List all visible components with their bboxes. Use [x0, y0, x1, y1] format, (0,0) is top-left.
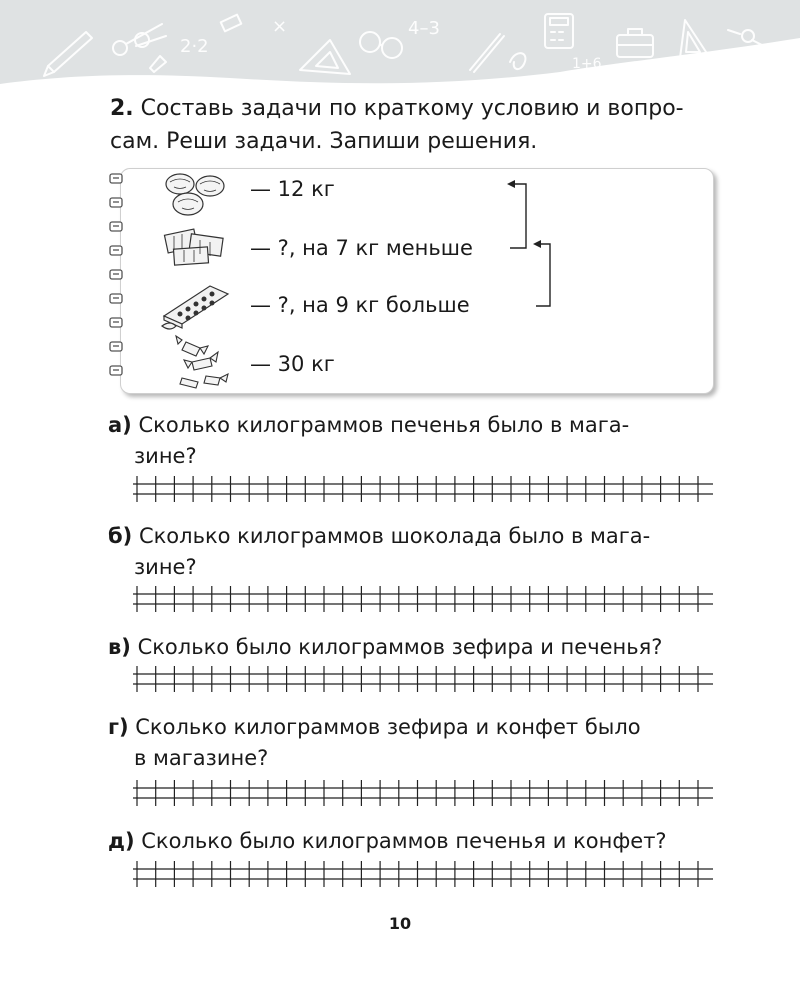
- task-statement: [110, 92, 720, 158]
- question-letter: а): [108, 413, 132, 437]
- question-letter: г): [108, 715, 129, 739]
- comparison-brackets: [500, 170, 570, 315]
- doodle-text: ×: [272, 16, 288, 37]
- header-band: [0, 0, 800, 90]
- notepad-rings: [104, 172, 128, 392]
- doodle-text: 1+6: [572, 56, 602, 72]
- question-text: Сколько килограммов шоколада было в мага-: [138, 524, 651, 548]
- answer-grid-g[interactable]: [133, 780, 713, 806]
- ring-icon: [110, 366, 122, 375]
- arrow-left-icon: [533, 240, 541, 248]
- ring-icon: [110, 342, 122, 351]
- ring-icon: [110, 174, 122, 183]
- page-number: 10: [388, 914, 412, 933]
- condition-row: — 12 кг: [250, 177, 335, 201]
- task-text-line1: Составь задачи по краткому условию и вопро-: [140, 96, 684, 121]
- condition-row: — ?, на 9 кг больше: [250, 293, 470, 317]
- ring-icon: [110, 294, 122, 303]
- question-g: [108, 712, 720, 774]
- question-text-cont: в магазине?: [134, 746, 269, 770]
- answer-grid-d[interactable]: [133, 861, 713, 887]
- bracket-lower: [536, 244, 550, 306]
- answer-grid-a[interactable]: [133, 476, 713, 502]
- question-v: [108, 632, 720, 663]
- chocolate-bars-icon: [160, 226, 232, 270]
- condition-row: — ?, на 7 кг меньше: [250, 236, 473, 260]
- question-text-cont: зине?: [134, 555, 197, 579]
- question-d: [108, 826, 720, 857]
- answer-grid-b[interactable]: [133, 586, 713, 612]
- arrow-left-icon: [507, 180, 515, 188]
- answer-grid-v[interactable]: [133, 666, 713, 692]
- task-text-line2: сам. Реши задачи. Запиши решения.: [110, 129, 538, 154]
- question-a: [108, 410, 720, 472]
- ring-icon: [110, 246, 122, 255]
- question-text-cont: зине?: [134, 444, 197, 468]
- question-letter: б): [108, 524, 133, 548]
- question-text: Сколько килограммов печенья было в мага-: [138, 413, 630, 437]
- ring-icon: [110, 270, 122, 279]
- question-b: [108, 521, 720, 583]
- question-text: Сколько было килограммов зефира и печенья?: [137, 635, 663, 659]
- cookies-icon: [160, 170, 230, 218]
- ring-icon: [110, 222, 122, 231]
- doodle-text: 2·2: [180, 36, 209, 57]
- marshmallow-box-icon: [158, 280, 234, 332]
- ring-icon: [110, 198, 122, 207]
- question-letter: д): [108, 829, 135, 853]
- task-number: 2.: [110, 96, 134, 121]
- condition-row: — 30 кг: [250, 352, 335, 376]
- bracket-upper: [510, 184, 526, 248]
- doodle-text: 4–3: [408, 18, 440, 39]
- ring-icon: [110, 318, 122, 327]
- question-letter: в): [108, 635, 131, 659]
- candies-icon: [170, 332, 236, 390]
- question-text: Сколько килограммов зефира и конфет было: [135, 715, 641, 739]
- question-text: Сколько было килограммов печенья и конфет?: [141, 829, 667, 853]
